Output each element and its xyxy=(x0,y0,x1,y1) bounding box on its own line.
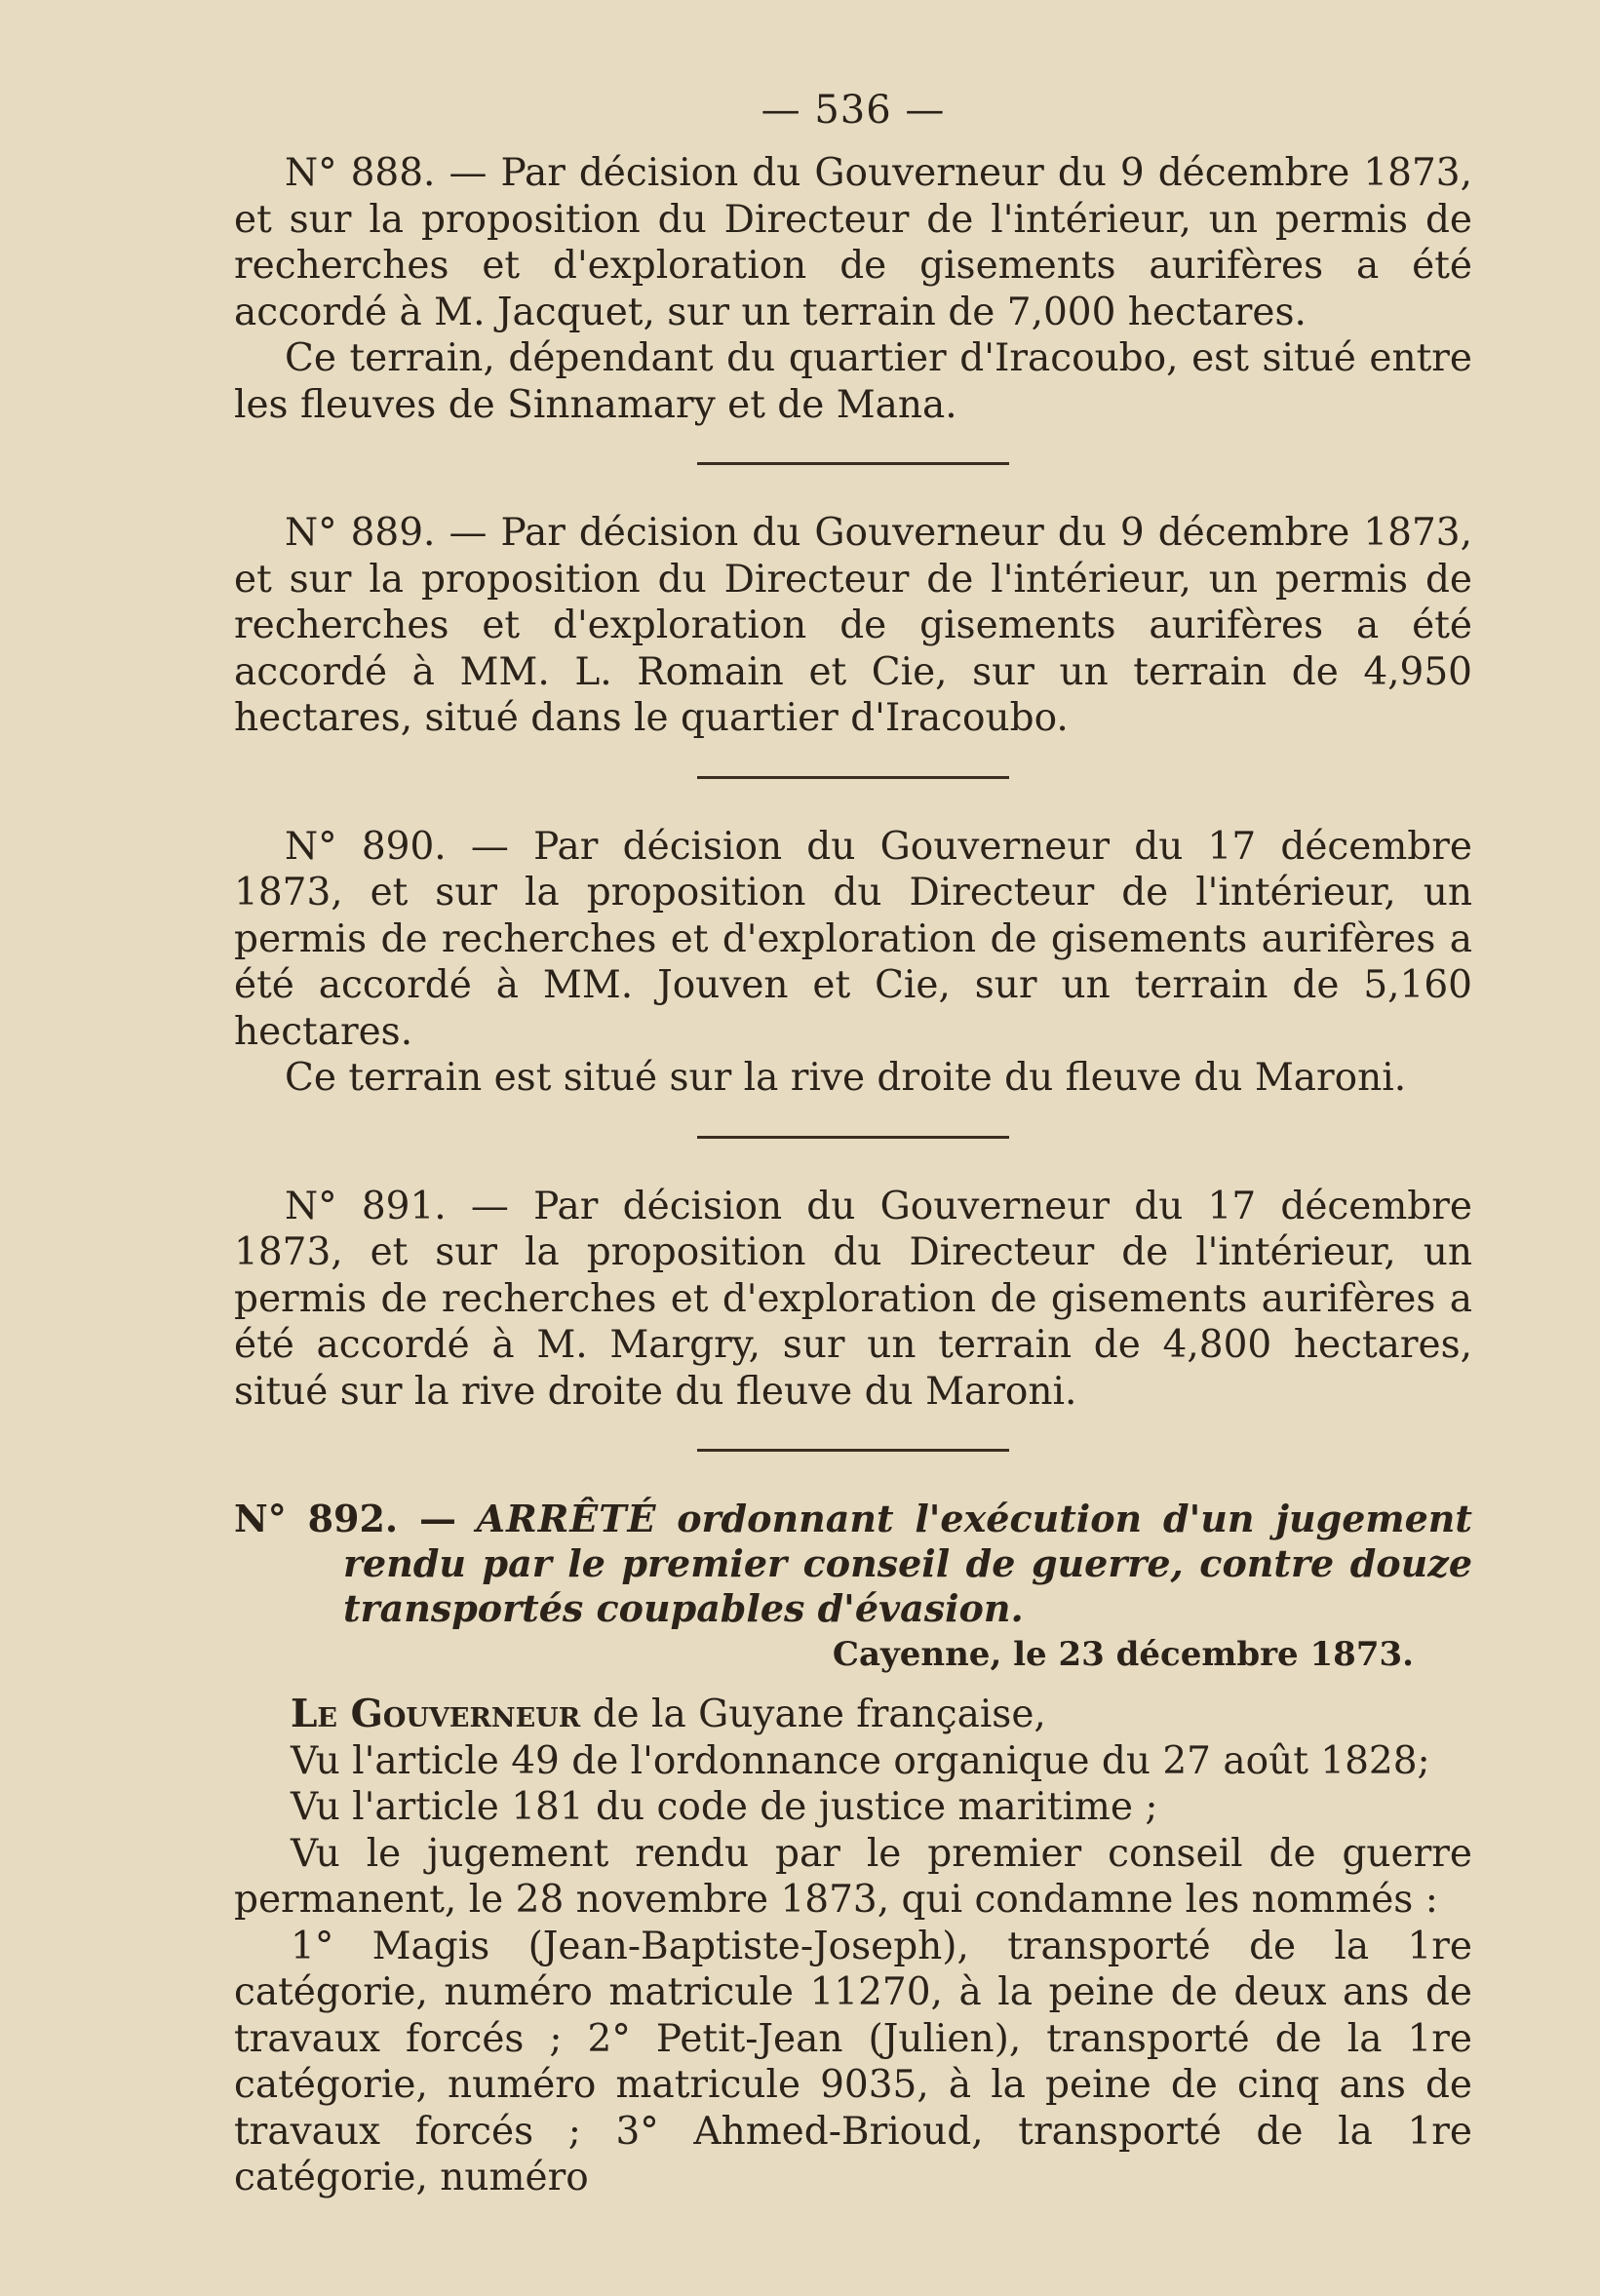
arrete-title: ordonnant l'exécution d'un jugement rendu par le premier conseil de guerre, contre douze transportés coupables d'évasion. xyxy=(343,1497,1472,1630)
entry-889 xyxy=(234,510,1472,742)
arrete-892-header xyxy=(234,1497,1472,1631)
section-divider xyxy=(697,1449,1009,1452)
arrete-authority-rest: de la Guyane française, xyxy=(592,1693,1046,1736)
arrete-paragraph-1: Vu l'article 49 de l'ordonnance organique du 27 août 1828; xyxy=(291,1738,1430,1783)
arrete-paragraph-4: 1° Magis (Jean-Baptiste-Joseph), transporté de la 1re catégorie, numéro matricule 11270, à la peine de deux ans de travaux forcés ; 2° Petit-Jean (Julien), transporté de la 1re catégorie, numéro matricule 9035, à la peine de cinq ans de travaux forcés ; 3° Ahmed-Brioud, transporté de la 1re catégorie, numéro xyxy=(234,1924,1472,2199)
section-divider xyxy=(697,1136,1009,1139)
page-number: — 536 — xyxy=(761,88,946,133)
entry-889-paragraph-1: N° 889. — Par décision du Gouverneur du 9 décembre 1873, et sur la proposition du Directeur de l'intérieur, un permis de recherches et d'exploration de gisements aurifères a été accordé à MM. L. Romain et Cie, sur un terrain de 4,950 hectares, situé dans le quartier d'Iracoubo. xyxy=(234,511,1472,740)
arrete-authority: Le Gouverneur xyxy=(291,1692,581,1736)
arrete-body xyxy=(234,1692,1472,2201)
arrete-title-keyword: ARRÊTÉ xyxy=(476,1497,657,1540)
section-divider xyxy=(697,776,1009,779)
arrete-number: N° 892. — xyxy=(234,1497,456,1540)
section-divider xyxy=(697,462,1009,465)
arrete-authority-line xyxy=(234,1692,1472,1738)
entry-888-paragraph-1: N° 888. — Par décision du Gouverneur du 9 décembre 1873, et sur la proposition du Directeur de l'intérieur, un permis de recherches et d'exploration de gisements aurifères a été accordé à M. Jacquet, sur un terrain de 7,000 hectares. xyxy=(234,151,1472,334)
entry-890-paragraph-1: N° 890. — Par décision du Gouverneur du 17 décembre 1873, et sur la proposition du Directeur de l'intérieur, un permis de recherches et d'exploration de gisements aurifères a été accordé à MM. Jouven et Cie, sur un terrain de 5,160 hectares. xyxy=(234,824,1472,1054)
arrete-dateline: Cayenne, le 23 décembre 1873. xyxy=(832,1635,1414,1674)
entry-890-paragraph-2: Ce terrain est situé sur la rive droite du fleuve du Maroni. xyxy=(285,1056,1407,1100)
entry-891-paragraph-1: N° 891. — Par décision du Gouverneur du 17 décembre 1873, et sur la proposition du Directeur de l'intérieur, un permis de recherches et d'exploration de gisements aurifères a été accordé à M. Margry, sur un terrain de 4,800 hectares, situé sur la rive droite du fleuve du Maroni. xyxy=(234,1184,1472,1414)
entry-891 xyxy=(234,1184,1472,1416)
arrete-paragraph-3: Vu le jugement rendu par le premier conseil de guerre permanent, le 28 novembre 1873, qui condamne les nommés : xyxy=(234,1831,1472,1922)
entry-890 xyxy=(234,824,1472,1102)
document-page xyxy=(234,88,1472,2262)
arrete-paragraph-2: Vu l'article 181 du code de justice maritime ; xyxy=(291,1785,1158,1829)
entry-888-paragraph-2: Ce terrain, dépendant du quartier d'Iracoubo, est situé entre les fleuves de Sinnamary et de Mana. xyxy=(234,336,1472,427)
entry-888 xyxy=(234,150,1472,428)
